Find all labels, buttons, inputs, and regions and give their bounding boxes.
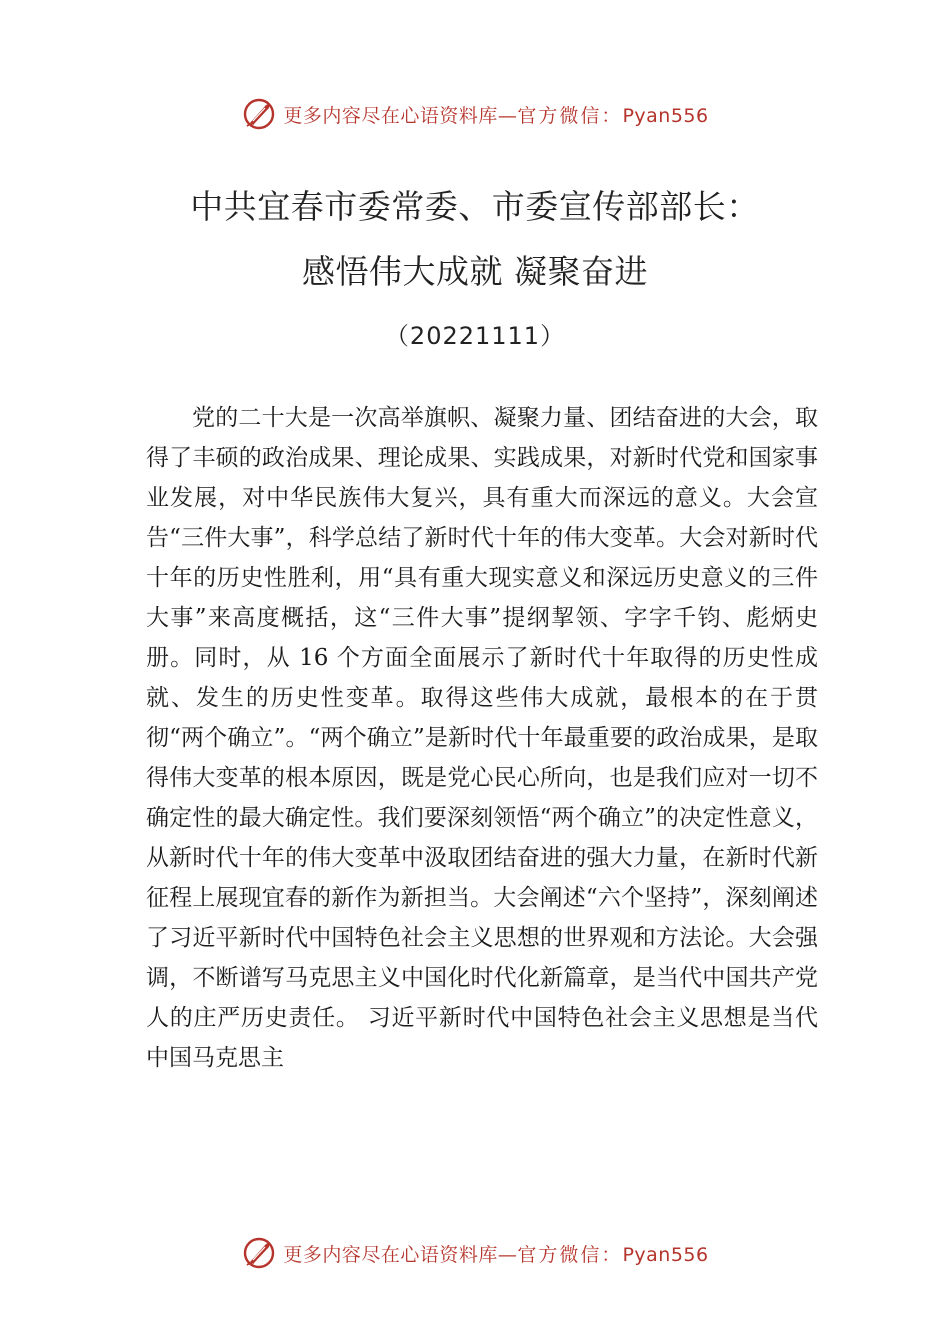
banner-wechat-label: 官方微信： xyxy=(517,1243,623,1266)
title-block xyxy=(0,186,950,351)
banner-separator: — xyxy=(497,104,518,127)
banner-separator: — xyxy=(497,1243,518,1266)
quill-pen-logo-icon xyxy=(241,1235,277,1271)
header-banner xyxy=(0,94,950,134)
quill-pen-logo-icon xyxy=(241,96,277,132)
banner-account: Pyan556 xyxy=(622,1243,709,1266)
page-title-line-1: 中共宜春市委常委、市委宣传部部长： xyxy=(190,187,760,226)
banner-main-text: 更多内容尽在心语资料库 xyxy=(283,1243,498,1266)
banner-text xyxy=(283,101,708,128)
footer-banner xyxy=(0,1233,950,1273)
body-paragraph: 党的二十大是一次高举旗帜、凝聚力量、团结奋进的大会，取得了丰硕的政治成果、理论成果、实践成果，对新时代党和国家事业发展，对中华民族伟大复兴，具有重大而深远的意义。大会宣告“三件大事”，科学总结了新时代十年的伟大变革。大会对新时代十年的历史性胜利，用“具有重大现实意义和深远历史意义的三件大事”来高度概括，这“三件大事”提纲挈领、字字千钧、彪炳史册。同时，从 16 个方面全面展示了新时代十年取得的历史性成就、发生的历史性变革。取得这些伟大成就，最根本的在于贯彻“两个确立”。“两个确立”是新时代十年最重要的政治成果，是取得伟大变革的根本原因，既是党心民心所向，也是我们应对一切不确定性的最大确定性。我们要深刻领悟“两个确立”的决定性意义，从新时代十年的伟大变革中汲取团结奋进的强大力量，在新时代新征程上展现宜春的新作为新担当。大会阐述“六个坚持”，深刻阐述了习近平新时代中国特色社会主义思想的世界观和方法论。大会强调，不断谱写马克思主义中国化时代化新篇章，是当代中国共产党人的庄严历史责任。 习近平新时代中国特色社会主义思想是当代中国马克思主 xyxy=(146,405,818,1071)
banner-wechat-label: 官方微信： xyxy=(517,104,623,127)
page-title-line-2: 感悟伟大成就 凝聚奋进 xyxy=(302,252,648,291)
banner-account: Pyan556 xyxy=(622,104,709,127)
banner-main-text: 更多内容尽在心语资料库 xyxy=(283,104,498,127)
document-date: （20221111） xyxy=(384,322,566,350)
banner-text xyxy=(283,1240,708,1267)
